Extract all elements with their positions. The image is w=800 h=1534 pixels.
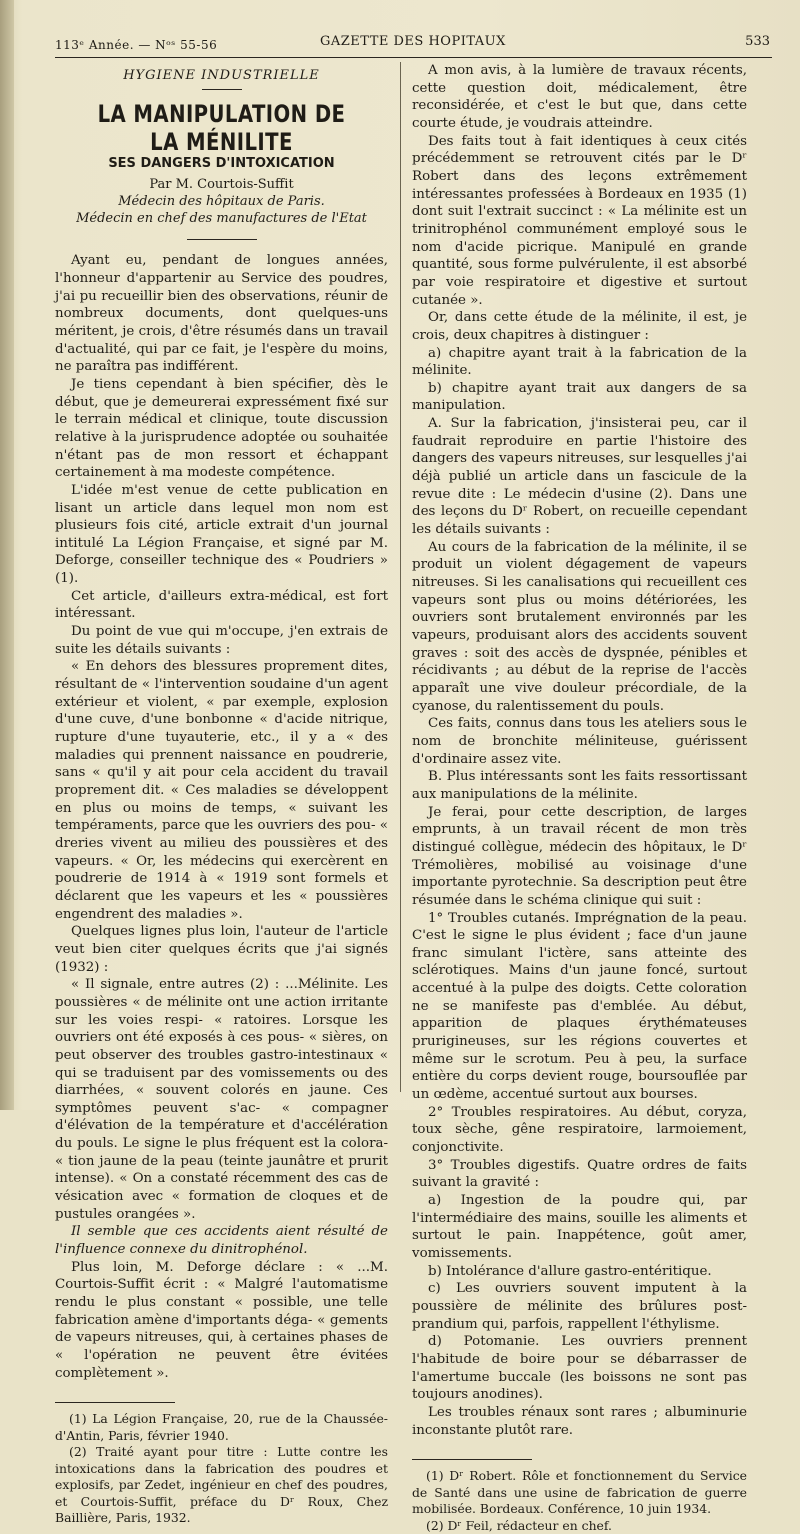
section-rule — [202, 89, 242, 90]
article-title: LA MANIPULATION DE LA MÉNILITE — [97, 99, 346, 156]
footnote: (2) Dʳ Feil, rédacteur en chef. — [426, 1517, 612, 1533]
quote-paragraph: « Il signale, entre autres (2) : ...Mélinite. Les poussières « de mélinite ont une action irritante sur les voies respi- « ratoires. Lorsque les ouvriers ont été exposés à ces pous- « sières, on peut observer des troubles gastro-intestinaux « qui se traduisent par des vomissements ou des diarrhées, « souvent colorés en jaune. Ces symptômes peuvent s'ac- « compagner d'élévation de la température et d'accélération du pouls. Le signe le plus fréquent est la colora- « tion jaune de la peau (teinte jaunâtre et prurit intense). « On a constaté récemment des cas de vésication avec « formation de cloques et de pustules orangées ». — [55, 977, 388, 1222]
paragraph: B. Plus intéressants sont les faits ressortissant aux manipulations de la mélinite. — [412, 769, 747, 802]
paragraph: 2° Troubles respiratoires. Au début, coryza, toux sèche, gêne respiratoire, larmoiement, conjonctivite. — [412, 1104, 747, 1156]
right-column — [412, 62, 747, 1534]
footnote: (1) Dʳ Robert. Rôle et fonctionnement du Service de Santé dans une usine de fabrication de guerre mobilisée. Bordeaux. Conférence, 10 juin 1934. — [412, 1468, 747, 1517]
footnotes-left — [55, 1411, 388, 1527]
section-heading: HYGIENE INDUSTRIELLE — [123, 68, 320, 83]
page-binding-edge — [0, 0, 14, 1110]
paragraph: Au cours de la fabrication de la mélinite, il se produit un violent dégagement de vapeurs nitreuses. Si les canalisations qui recueillent ces vapeurs sont plus ou moins détériorées, les ouvriers sont brutalement environnés par les vapeurs, produisant alors des accidents souvent graves : soit des accès de dyspnée, pénibles et récidivants ; au début de la reprise de l'accès apparaît une vive douleur précordiale, de la cyanose, du ralentissement du pouls. — [412, 539, 747, 714]
paragraph: A mon avis, à la lumière de travaux récents, cette question doit, médicalement, être reconsidérée, et c'est le but que, dans cette courte étude, je voudrais atteindre. — [412, 63, 747, 131]
footnote-rule — [55, 1402, 175, 1403]
list-item: d) Potomanie. Les ouvriers prennent l'habitude de boire pour se débarrasser de l'amertume buccale (les boissons ne sont pas toujours anodines). — [412, 1334, 747, 1403]
paragraph: Il semble que ces accidents aient résulté de l'influence connexe du dinitrophénol. — [55, 1224, 388, 1258]
paragraph: Des faits tout à fait identiques à ceux cités précédemment se retrouvent cités par le Dʳ Robert dans des leçons extrêmement intéressantes professées à Bordeaux en 1935 (1) dont suit l'extrait succinct : « La mélinite est un trinitrophénol communément employé sous le nom d'acide picrique. Manipulé en grande quantité, sous forme pulvérulente, il est absorbé par voie respiratoire et digestive et surtout cutanée ». — [412, 133, 747, 308]
list-item: a) chapitre ayant trait à la fabrication de la mélinite. — [412, 345, 747, 379]
paragraph: L'idée m'est venue de cette publication en lisant un article dans lequel mon nom est plusieurs fois cité, article extrait d'un journal intitulé La Légion Française, et signé par M. Deforge, conseiller technique des « Poudriers » (1). — [55, 482, 388, 587]
paragraph: Cet article, d'ailleurs extra-médical, est fort intéressant. — [55, 588, 388, 622]
paragraph: Je tiens cependant à bien spécifier, dès le début, que je demeurerai expressément fixé sur le terrain médical et clinique, toute discussion relative à la jurisprudence adoptée ou souhaitée n'étant pas de mon ressort et échappant certainement à ma modeste compétence. — [55, 376, 388, 481]
footnotes-right — [412, 1468, 747, 1534]
paragraph: 3° Troubles digestifs. Quatre ordres de faits suivant la gravité : — [412, 1157, 747, 1191]
paragraph: Quelques lignes plus loin, l'auteur de l'article veut bien citer quelques écrits que j'ai signés (1932) : — [55, 924, 388, 975]
journal-name: GAZETTE DES HOPITAUX — [320, 34, 506, 49]
list-item: b) chapitre ayant trait aux dangers de sa manipulation. — [412, 380, 747, 414]
footnote: (1) La Légion Française, 20, rue de la Chaussée-d'Antin, Paris, février 1940. — [55, 1411, 388, 1443]
footnote: (2) Traité ayant pour titre : Lutte contre les intoxications dans la fabrication des poudres et explosifs, par Zedet, ingénieur en chef des poudres, et Courtois-Suffit, préface du Dʳ Roux, Chez Baillière, Paris, 1932. — [55, 1444, 388, 1526]
paragraph: Je ferai, pour cette description, de larges emprunts, à un travail récent de mon très distingué collègue, médecin des hôpitaux, le Dʳ Trémolières, mobilisé au voisinage d'une importante pyrotechnie. Sa description peut être résumée dans le schéma clinique qui suit : — [412, 804, 747, 908]
running-header — [50, 34, 770, 56]
list-item: a) Ingestion de la poudre qui, par l'intermédiaire des mains, souille les aliments et surtout le pain. Inappétence, goût amer, vomissements. — [412, 1193, 747, 1261]
paragraph: Les troubles rénaux sont rares ; albuminurie inconstante plutôt rare. — [412, 1404, 747, 1438]
title-rule — [187, 239, 257, 240]
quote-paragraph: « En dehors des blessures proprement dites, résultant de « l'intervention soudaine d'un agent extérieur et violent, « par exemple, explosion d'une cuve, d'une bonbonne « d'acide nitrique, rupture d'une tuyauterie, etc., il y a « des maladies qui prennent naissance en poudrerie, sans « qu'il y ait pour cela accident du travail proprement dit. « Ces maladies se développent en plus ou moins de temps, « suivant les tempéraments, parce que les ouvriers des pou- « dreries vivent au milieu des poussières et des vapeurs. « Or, les médecins qui exercèrent en poudrerie de 1914 à « 1919 sont formels et déclarent que les vapeurs et les « poussières engendrent des maladies ». — [55, 659, 388, 922]
footnote-rule — [412, 1459, 532, 1460]
issue-info: 113ᵉ Année. — Nᵒˢ 55-56 — [55, 38, 218, 52]
paragraph: Ces faits, connus dans tous les ateliers sous le nom de bronchite méliniteuse, guérissent d'ordinaire assez vite. — [412, 716, 747, 767]
paragraph: A. Sur la fabrication, j'insisterai peu, car il faudrait reproduire en partie l'histoire des dangers des vapeurs nitreuses, sur lesquelles j'ai déjà publié un article dans un fascicule de la revue dite : Le médecin d'usine (2). Dans une des leçons du Dʳ Robert, on recueille cependant les détails suivants : — [412, 416, 747, 538]
paragraph: Ayant eu, pendant de longues années, l'honneur d'appartenir au Service des poudres, j'ai pu recueillir bien des observations, réunir de nombreux documents, dont quelques-uns méritent, je crois, d'être résumés dans un travail d'actualité, qui par ce fait, je l'espère du moins, ne paraîtra pas indifférent. — [55, 253, 388, 375]
list-item: b) Intolérance d'allure gastro-entéritique. — [428, 1263, 712, 1279]
paragraph: 1° Troubles cutanés. Imprégnation de la peau. C'est le signe le plus évident ; face d'un jaune franc simulant l'ictère, sans atteinte des sclérotiques. Mains d'un jaune foncé, surtout accentué à la pulpe des doigts. Cette coloration ne se manifeste pas d'emblée. Au début, apparition de plaques érythémateuses prurigineuses, sur les régions couvertes et même sur le scrotum. Peu à peu, la surface entière du corps devient rouge, boursouflée par un œdème, accentué surtout aux bourses. — [412, 910, 747, 1103]
column-divider — [400, 62, 401, 1092]
paragraph: Or, dans cette étude de la mélinite, il est, je crois, deux chapitres à distinguer : — [412, 310, 747, 343]
paragraph: Plus loin, M. Deforge déclare : « ...M. Courtois-Suffit écrit : « Malgré l'automatisme rendu le plus constant « possible, une telle fabrication amène d'importants déga- « gements de vapeurs nitreuses, qui, à certaines phases de « l'opération ne peuvent être évitées complètement ». — [55, 1259, 388, 1381]
article-subtitle: SES DANGERS D'INTOXICATION — [108, 155, 335, 171]
page-number: 533 — [745, 34, 770, 49]
header-rule — [55, 57, 772, 58]
left-column — [55, 62, 388, 1527]
paragraph: Du point de vue qui m'occupe, j'en extrais de suite les détails suivants : — [55, 624, 388, 657]
author-affiliation-1: Médecin des hôpitaux de Paris. — [118, 194, 325, 210]
list-item: c) Les ouvriers souvent imputent à la poussière de mélinite des brûlures post-prandium qui, parfois, rappellent l'éthylisme. — [412, 1281, 747, 1332]
author-affiliation-2: Médecin en chef des manufactures de l'Etat — [76, 211, 367, 227]
article-author: Par M. Courtois-Suffit — [149, 176, 294, 192]
